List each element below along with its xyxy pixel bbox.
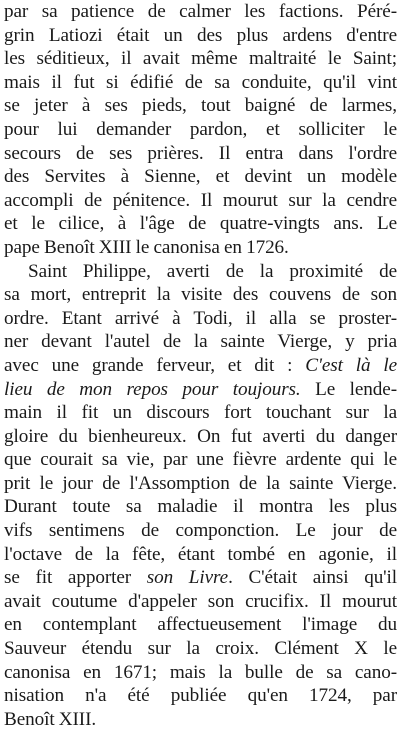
text-run: accompli de pénitence. Il mourut sur la cendre [4, 189, 397, 211]
text-run: mais il fut si édifié de sa conduite, qu'il vint [4, 71, 397, 93]
text-run: en contemplant affectueusement l'image du [4, 614, 397, 636]
text-line [4, 661, 397, 685]
italic-text: lieu de mon repos pour toujours. [4, 378, 301, 400]
text-run: se jeter à ses pieds, tout baigné de larmes, [4, 95, 397, 117]
text-line [4, 283, 397, 307]
text-line [4, 401, 397, 425]
text-line [4, 637, 397, 661]
text-run: main il fit un discours fort touchant sur la [4, 402, 397, 424]
text-run: ordre. Etant arrivé à Todi, il alla se proster- [4, 307, 397, 329]
text-run: par sa patience de calmer les factions. Péré- [4, 1, 397, 22]
text-run: gloire du bienheureux. On fut averti du danger [4, 425, 397, 447]
text-line [4, 71, 397, 95]
text-run: avec une grande ferveur, et dit : [4, 354, 306, 376]
text-run: se fit apporter [4, 567, 147, 589]
text-run: sa mort, entreprit la visite des couvens de son [4, 284, 397, 306]
text-run: Le lende- [300, 378, 397, 400]
text-run: ner devant l'autel de la sainte Vierge, y pria [4, 331, 397, 353]
text-run: l'octave de la fête, étant tombé en agonie, il [4, 543, 397, 565]
text-line [4, 0, 397, 24]
text-line [4, 24, 397, 48]
text-run: vifs sentimens de componction. Le jour de [4, 520, 397, 542]
text-run: Durant toute sa maladie il montra les plus [4, 496, 397, 518]
text-line [4, 378, 397, 402]
text-line [4, 613, 397, 637]
text-line [4, 330, 397, 354]
text-line [4, 165, 397, 189]
text-run: nisation n'a été publiée qu'en 1724, par [4, 685, 397, 707]
text-run: et le cilice, à l'âge de quatre-vingts ans. Le [4, 213, 397, 235]
text-line [4, 142, 397, 166]
text-line [4, 590, 397, 614]
text-run: Sauveur étendu sur la croix. Clément X le [4, 638, 397, 660]
text-line [4, 118, 397, 142]
text-line [4, 236, 397, 260]
text-run: avait coutume d'appeler son crucifix. Il mourut [4, 590, 397, 612]
text-run: que courait sa vie, par une fièvre ardente qui le [4, 449, 397, 471]
paragraph-p1 [4, 0, 397, 260]
text-line [4, 425, 397, 449]
text-line [4, 448, 397, 472]
text-run: des Servites à Sienne, et devint un modèle [4, 166, 397, 188]
text-run: Saint Philippe, averti de la proximité de [28, 260, 397, 282]
text-line [4, 307, 397, 331]
text-run: pape Benoît XIII le canonisa en 1726. [4, 236, 289, 258]
text-line [4, 47, 397, 71]
text-run: . C'était ainsi qu'il [228, 567, 397, 589]
text-run: canonisa en 1671; mais la bulle de sa cano- [4, 661, 397, 683]
text-line [4, 708, 397, 731]
text-line [4, 519, 397, 543]
body-text [4, 0, 397, 731]
text-line [4, 354, 397, 378]
text-run: pour lui demander pardon, et solliciter le [4, 118, 397, 140]
text-line [4, 684, 397, 708]
text-run: prit le jour de l'Assomption de la sainte Vierge. [4, 472, 397, 494]
text-line [4, 260, 397, 284]
paragraph-p2 [4, 260, 397, 731]
text-run: secours de ses prières. Il entra dans l'ordre [4, 142, 397, 164]
text-line [4, 495, 397, 519]
text-run: les séditieux, il avait même maltraité le Saint; [4, 48, 397, 70]
text-line [4, 543, 397, 567]
text-line [4, 94, 397, 118]
text-run: grin Latiozi était un des plus ardens d'entre [4, 24, 397, 46]
text-line [4, 472, 397, 496]
italic-text: C'est là le [305, 354, 397, 376]
text-line [4, 566, 397, 590]
text-line [4, 212, 397, 236]
italic-text: son Livre [146, 567, 229, 589]
text-run: Benoît XIII. [4, 708, 97, 730]
text-line [4, 189, 397, 213]
